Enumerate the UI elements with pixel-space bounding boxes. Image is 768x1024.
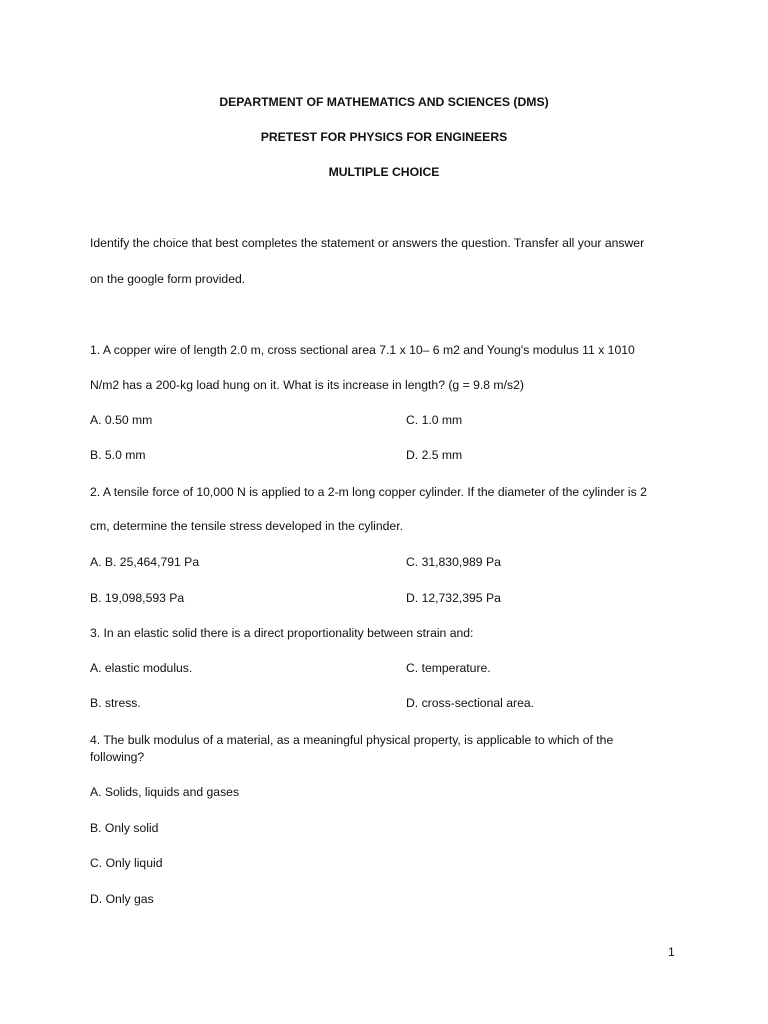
question-1-choice-a: A. 0.50 mm — [90, 413, 153, 427]
question-2-choice-d: D. 12,732,395 Pa — [406, 591, 501, 605]
question-3-line-1: 3. In an elastic solid there is a direct proportionality between strain and: — [90, 626, 474, 640]
question-1-choice-b: B. 5.0 mm — [90, 448, 146, 462]
question-2-choice-a: A. B. 25,464,791 Pa — [90, 555, 200, 569]
question-1-choice-d: D. 2.5 mm — [406, 448, 463, 462]
question-3-choice-b: B. stress. — [90, 696, 141, 710]
question-4-choice-b: B. Only solid — [90, 821, 159, 835]
instructions-line-1: Identify the choice that best completes the statement or answers the question. Transfer all your answer — [90, 236, 645, 250]
question-3-choice-c: C. temperature. — [406, 661, 491, 675]
question-1-line-2: N/m2 has a 200-kg load hung on it. What is its increase in length? (g = 9.8 m/s2) — [90, 378, 524, 392]
question-4-choice-a: A. Solids, liquids and gases — [90, 785, 240, 799]
question-3-choice-d: D. cross-sectional area. — [406, 696, 535, 710]
department-heading: DEPARTMENT OF MATHEMATICS AND SCIENCES (DMS) — [219, 95, 549, 109]
question-2-choice-c: C. 31,830,989 Pa — [406, 555, 501, 569]
question-4-choice-c: C. Only liquid — [90, 856, 163, 870]
pretest-title: PRETEST FOR PHYSICS FOR ENGINEERS — [260, 130, 508, 144]
question-2-line-1: 2. A tensile force of 10,000 N is applied to a 2-m long copper cylinder. If the diameter of the cylinder is 2 — [90, 485, 647, 499]
section-title: MULTIPLE CHOICE — [328, 165, 440, 179]
page-number: 1 — [668, 945, 675, 959]
question-1-line-1: 1. A copper wire of length 2.0 m, cross sectional area 7.1 x 10– 6 m2 and Young's modulus 11 x 1010 — [90, 343, 635, 357]
question-1-choice-c: C. 1.0 mm — [406, 413, 463, 427]
question-2-line-2: cm, determine the tensile stress developed in the cylinder. — [90, 519, 403, 533]
instructions-line-2: on the google form provided. — [90, 272, 246, 286]
question-2-choice-b: B. 19,098,593 Pa — [90, 591, 185, 605]
question-4-line-2: following? — [90, 750, 145, 764]
question-4-choice-d: D. Only gas — [90, 892, 154, 906]
question-4-line-1: 4. The bulk modulus of a material, as a meaningful physical property, is applicable to which of the — [90, 733, 614, 747]
question-3-choice-a: A. elastic modulus. — [90, 661, 193, 675]
